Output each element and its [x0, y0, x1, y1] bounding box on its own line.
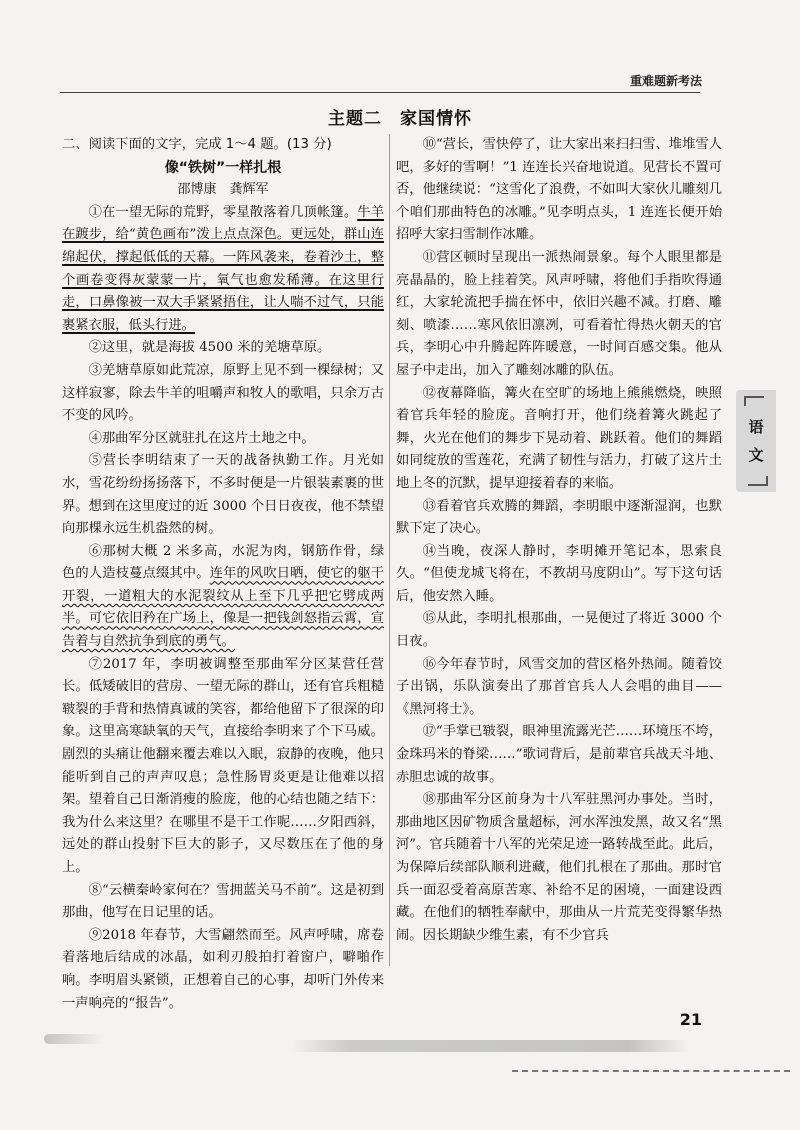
paragraph-3: ③羌塘草原如此荒凉，原野上见不到一棵绿树；又这样寂寥，除去牛羊的咀嚼声和牧人的歌唱，只余万古不变的风吟。 [62, 362, 384, 424]
page-number: 21 [679, 1010, 702, 1029]
paragraph-18: ⑱那曲军分区前身为十八军驻黑河办事处。当时，那曲地区因矿物质含量超标，河水浑浊发黑，故又名“黑河”。官兵随着十八军的光荣足迹一路转战至此。此后，为保障后续部队顺利进藏，他们扎根在了那曲。那时官兵一面忍受着高原苦寒、补给不足的困境，一面建设西藏。在他们的牺牲奉献中，那曲从一片荒芜变得繁华热闹。因长期缺少维生素，有不少官兵 [396, 792, 722, 943]
side-tab-char-1: 语 [748, 418, 764, 436]
paragraph-7: ⑦2017 年，李明被调整至那曲军分区某营任营长。低矮破旧的营房、一望无际的群山，还有官兵粗糙皲裂的手背和热情真诚的笑容，都给他留下了很深的印象。这里高寒缺氧的天气，直接给李明来了个下马威。剧烈的头痛让他翻来覆去难以入眠，寂静的夜晚，他只能听到自己的声声叹息；急性肠胃炎更是让他难以招架。望着自己日渐消瘦的脸庞，他的心结也随之结下：我为什么来这里？在哪里不是干工作呢……夕阳西斜，远处的群山投射下巨大的影子，又尽数压在了他的身上。 [62, 656, 384, 875]
dashed-cut-line [512, 1070, 790, 1072]
paragraph-5: ⑤营长李明结束了一天的战备执勤工作。月光如水，雪花纷纷扬扬落下，不多时便是一片银装素裹的世界。想到在这里度过的近 3000 个日日夜夜，他不禁望向那棵永远生机盎然的树。 [62, 453, 384, 537]
question-heading: 二、阅读下面的文字，完成 1～4 题。(13 分) [62, 137, 332, 152]
subject-side-tab [736, 390, 776, 492]
paragraph-15: ⑮从此，李明扎根那曲，一晃便过了将近 3000 个日夜。 [396, 611, 722, 650]
underlined-passage-1: 牛羊在踱步，给“黄色画布”泼上点点深色。更远处，群山连绵起伏，撑起低低的天幕。一阵风袭来，卷着沙土，整个画卷变得灰蒙蒙一片，氧气也愈发稀薄。在这里行走，口鼻像被一双大手紧紧捂住，让人喘不过气，只能裹紧衣服，低头行进。 [62, 204, 385, 333]
paragraph-2: ②这里，就是海拔 4500 米的羌塘草原。 [88, 340, 331, 356]
paragraph-11: ⑪营区顿时呈现出一派热闹景象。每个人眼里都是亮晶晶的，脸上挂着笑。风声呼啸，将他们手指吹得通红，大家轮流把手揣在怀中，依旧兴趣不减。打磨、雕刻、喷漆……寒风依旧凛冽，可看着忙得热火朝天的官兵，李明心中升腾起阵阵暖意，一时间百感交集。他从屋子中走出，加入了雕刻冰雕的队伍。 [396, 249, 722, 378]
article-authors: 邵博康 龚辉军 [177, 182, 269, 198]
wavy-underlined-passage: 连年的风吹日晒，使它的躯干开裂，一道粗大的水泥裂纹从上至下几乎把它劈成两半。可它依旧矜在广场上，像是一把钱剑怒指云霄，宣告着与自然抗争到底的勇气。 [62, 566, 384, 650]
side-tab-char-2: 文 [748, 446, 764, 464]
paragraph-14: ⑭当晚，夜深人静时，李明摊开笔记本，思索良久。“但使龙城飞将在，不教胡马度阴山”。写下这句话后，他安然入睡。 [396, 543, 722, 604]
scan-smudge [290, 1040, 690, 1052]
header-series-label: 重难题新考法 [629, 74, 702, 88]
paragraph-9: ⑨2018 年春节，大雪翩然而至。风声呼啸，席卷着落地后结成的冰晶，如利刃般拍打着窗户，噼啪作响。李明眉头紧锁，正想着自己的心事，却听门外传来一声响亮的“报告”。 [62, 927, 384, 1011]
paragraph-16: ⑯今年春节时，风雪交加的营区格外热闹。随着饺子出锅，乐队演奏出了那首官兵人人会唱的曲目——《黑河将士》。 [396, 656, 722, 717]
right-column [396, 134, 722, 947]
tab-bracket-bottom [748, 476, 768, 486]
header-rule [60, 92, 700, 93]
theme-title: 主题二 家国情怀 [328, 109, 472, 129]
paragraph-10: ⑩“营长，雪快停了，让大家出来扫扫雪、堆堆雪人吧，多好的雪啊！”1 连连长兴奋地说道。见营长不置可否，他继续说：“这雪化了浪费，不如叫大家伙儿雕刻几个咱们那曲特色的冰雕。”见李明点头，1 连连长便开始招呼大家扫雪制作冰雕。 [396, 137, 722, 243]
paragraph-1-lead: ①在一望无际的荒野，零星散落着几顶帐篷。 [88, 204, 358, 220]
article-title: 像“铁树”一样扎根 [164, 159, 282, 176]
paragraph-13: ⑬看着官兵欢腾的舞蹈，李明眼中逐渐湿润，也默默下定了决心。 [396, 498, 722, 537]
paragraph-17: ⑰“手掌已皲裂，眼神里流露光芒……环境压不垮，金珠玛米的脊梁……”歌词背后，是前辈官兵战天斗地、赤胆忠诚的故事。 [396, 724, 722, 785]
left-column [62, 134, 384, 1015]
paragraph-4: ④那曲军分区就驻扎在这片土地之中。 [88, 430, 315, 446]
paragraph-6 [62, 541, 384, 654]
scan-smudge-left [44, 1034, 104, 1044]
paragraph-12: ⑫夜幕降临，篝火在空旷的场地上熊熊燃烧，映照着官兵年轻的脸庞。音响打开，他们绕着篝火跳起了舞，火光在他们的舞步下晃动着、跳跃着。他们的舞蹈如同绽放的雪莲花，充满了韧性与活力，打破了这片土地上冬的沉默，提早迎接着春的来临。 [396, 385, 722, 491]
paragraph-1 [62, 202, 384, 338]
column-divider [389, 134, 390, 966]
paragraph-6-lead: ⑥那树大概 2 米多高，水泥为肉，钢筋作骨，绿色的人造枝蔓点缀其中。 [62, 543, 384, 582]
paragraph-8: ⑧“云横秦岭家何在？雪拥蓝关马不前”。这是初到那曲，他写在日记里的话。 [62, 882, 384, 921]
tab-bracket-top [744, 396, 764, 406]
